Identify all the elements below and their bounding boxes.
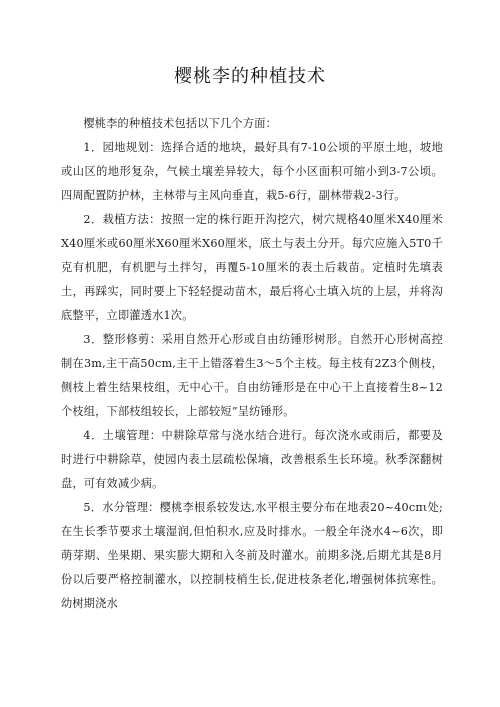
document-title: 樱桃李的种植技术 <box>174 66 326 87</box>
document-body <box>61 112 443 616</box>
paragraph-soil-management: 4．土壤管理：中耕除草常与浇水结合进行。每次浇水或雨后，都要及时进行中耕除草，使园内表土层疏松保墒，改善根系生长环境。秋季深翻树盘，可有效减少病。 <box>61 429 443 490</box>
paragraph-pruning: 3．整形修剪：采用自然开心形或自由纺锤形树形。自然开心形树高控制在3m,主干高50cm,主干上错落着生3～5个主枝。每主枝有2Z3个侧枝，侧枝上着生结果枝组，无中心干。自由纺锤形是在中心干上直接着生8~12个枝组，下部枝组较长，上部较短”呈纺锤形。 <box>61 333 443 418</box>
paragraph-site-planning: 1．园地规划：选择合适的地块，最好具有7-10公顷的平原土地，坡地或山区的地形复杂，气候土壤差异较大，每个小区面积可缩小到3-7公顷。四周配置防护林，主林带与主风向垂直，栽5-6行，副林带栽2-3行。 <box>61 141 443 202</box>
intro-paragraph: 樱桃李的种植技术包括以下几个方面： <box>83 117 277 130</box>
paragraph-water-management: 5．水分管理：樱桃李根系较发达,水平根主要分布在地表20~40cπι处;在生长季节要求土壤湿润,但怕积水,应及时排水。一般全年浇水4~6次，即萌芽期、坐果期、果实膨大期和入冬前及时灌水。前期多浇,后期尤其是8月份以后要严格控制灌水，以控制枝梢生长,促进枝条老化,增强树体抗寒性。幼树期浇水 <box>61 501 443 610</box>
paragraph-planting-method: 2．栽植方法：按照一定的株行距开沟挖穴，树穴规格40厘米X40厘米X40厘米或60厘米X60厘米X60厘米，底土与表土分开。每穴应施入5T0千克有机肥，有机肥与土拌匀，再覆5-10厘米的表土后栽苗。定植时先填表土，再踩实，同时要上下轻轻提动苗木，最后将心土填入坑的上层，并将沟底整平，立即灌透水1次。 <box>61 213 443 322</box>
